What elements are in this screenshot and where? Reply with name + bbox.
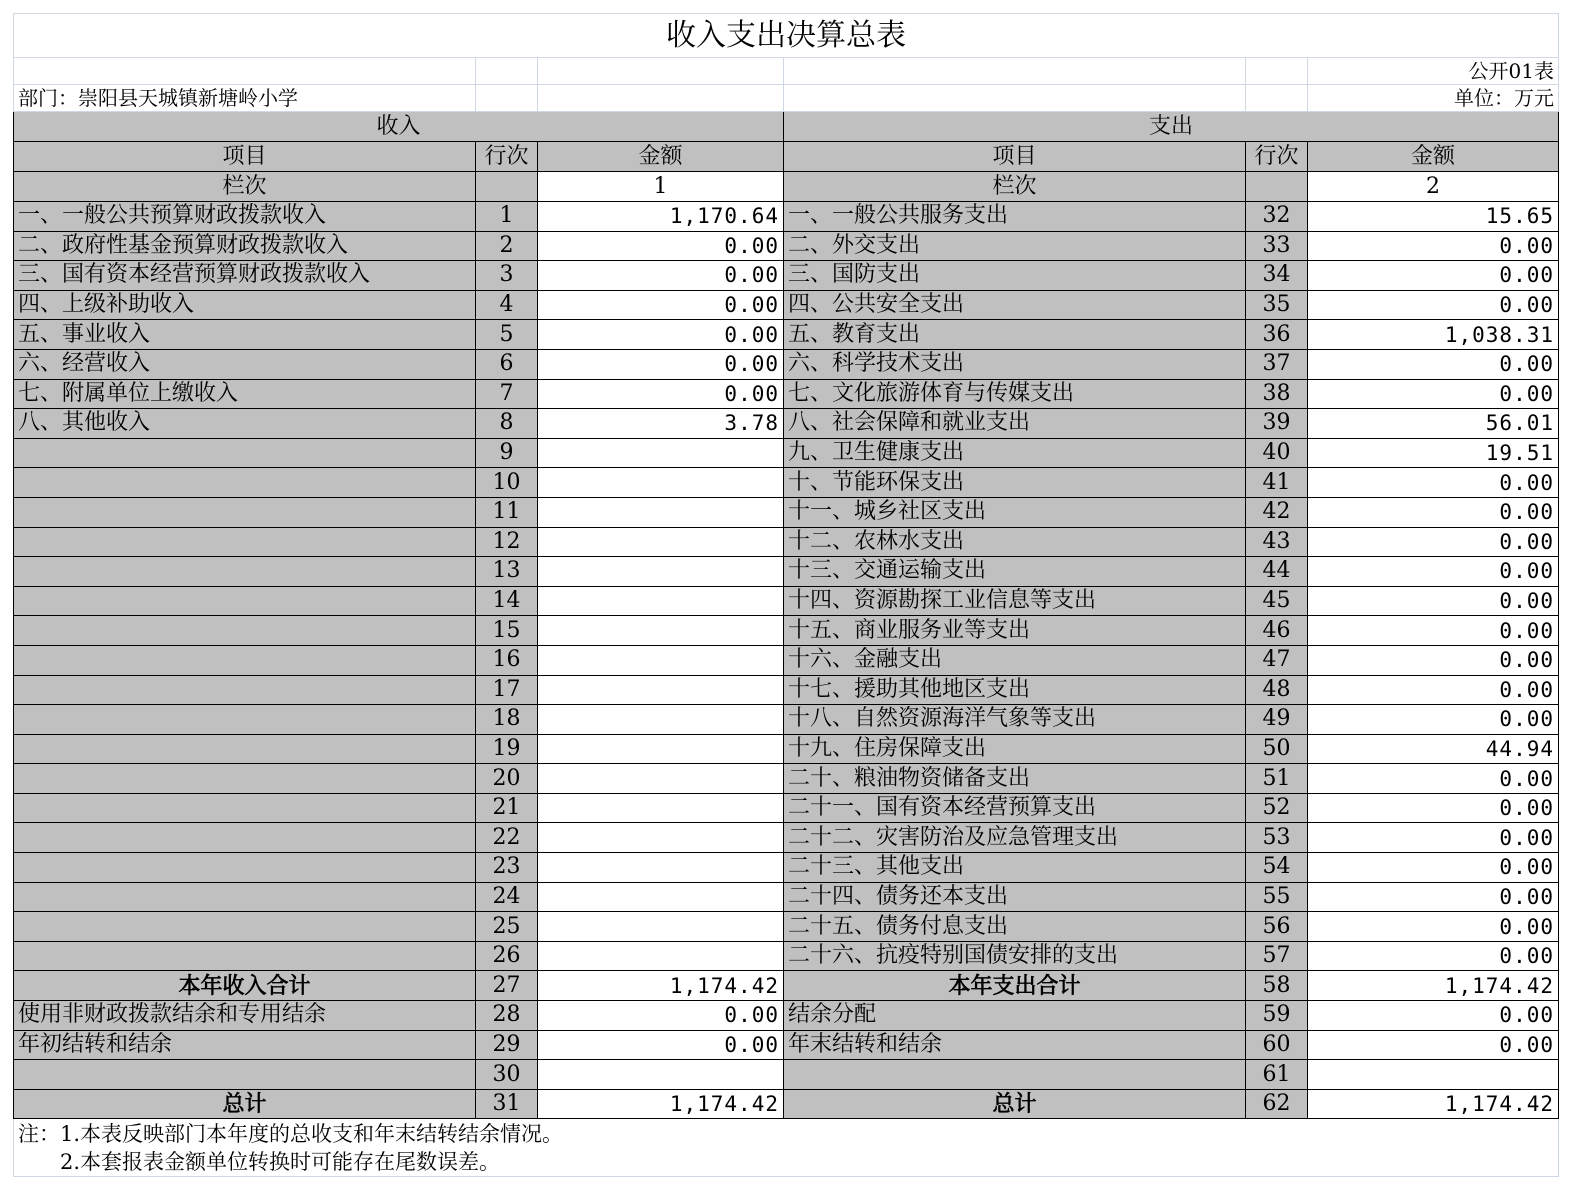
income-item-label: 六、经营收入 [14, 349, 476, 379]
form-number: 公开01表 [1308, 58, 1559, 85]
income-item-label: 五、事业收入 [14, 320, 476, 350]
table-row [14, 764, 1559, 794]
expense-amount: 0.00 [1308, 468, 1559, 498]
table-row [14, 349, 1559, 379]
table-row [14, 971, 1559, 1001]
expense-row-number: 43 [1246, 527, 1308, 557]
income-row-number: 23 [476, 853, 538, 883]
income-amount: 0.00 [538, 349, 784, 379]
expense-amount: 0.00 [1308, 231, 1559, 261]
expense-row-number: 48 [1246, 675, 1308, 705]
income-row-number: 24 [476, 882, 538, 912]
expense-item-label: 十八、自然资源海洋气象等支出 [784, 705, 1246, 735]
expense-amount: 0.00 [1308, 912, 1559, 942]
income-amount [538, 853, 784, 883]
expense-item-header: 项目 [784, 142, 1246, 172]
expense-row-number: 49 [1246, 705, 1308, 735]
income-row-number: 18 [476, 705, 538, 735]
expense-amount: 0.00 [1308, 823, 1559, 853]
note-line: 注：1.本表反映部门本年度的总收支和年末结转结余情况。 [14, 1119, 1559, 1148]
expense-row-number: 61 [1246, 1060, 1308, 1090]
expense-row-number: 60 [1246, 1030, 1308, 1060]
expense-item-label [784, 1060, 1246, 1090]
income-item-label: 一、一般公共预算财政拨款收入 [14, 202, 476, 232]
income-item-label [14, 734, 476, 764]
income-amount-header: 金额 [538, 142, 784, 172]
expense-item-label: 年末结转和结余 [784, 1030, 1246, 1060]
expense-amount: 1,038.31 [1308, 320, 1559, 350]
expense-amount: 0.00 [1308, 853, 1559, 883]
expense-row-number: 51 [1246, 764, 1308, 794]
expense-row-number: 39 [1246, 409, 1308, 439]
income-column-no-label: 栏次 [14, 172, 476, 202]
income-amount: 1,174.42 [538, 1089, 784, 1119]
expense-row-number: 35 [1246, 290, 1308, 320]
income-item-label: 八、其他收入 [14, 409, 476, 439]
expense-amount: 0.00 [1308, 616, 1559, 646]
expense-amount: 1,174.42 [1308, 1089, 1559, 1119]
expense-item-label: 十六、金融支出 [784, 645, 1246, 675]
expense-amount: 1,174.42 [1308, 971, 1559, 1001]
income-row-number: 28 [476, 1001, 538, 1031]
income-item-label [14, 764, 476, 794]
expense-row-number: 62 [1246, 1089, 1308, 1119]
table-row [14, 705, 1559, 735]
income-amount: 3.78 [538, 409, 784, 439]
table-row [14, 882, 1559, 912]
expense-row-number: 56 [1246, 912, 1308, 942]
table-row [14, 912, 1559, 942]
table-row [14, 586, 1559, 616]
expense-item-label: 六、科学技术支出 [784, 349, 1246, 379]
income-item-label: 总计 [14, 1089, 476, 1119]
income-section-header: 收入 [14, 112, 784, 142]
expense-amount: 0.00 [1308, 941, 1559, 971]
income-row-number: 12 [476, 527, 538, 557]
table-row [14, 616, 1559, 646]
expense-item-label: 二十六、抗疫特别国债安排的支出 [784, 941, 1246, 971]
expense-item-label: 结余分配 [784, 1001, 1246, 1031]
expense-row-number: 41 [1246, 468, 1308, 498]
table-title: 收入支出决算总表 [14, 14, 1559, 58]
expense-amount: 15.65 [1308, 202, 1559, 232]
expense-amount: 0.00 [1308, 764, 1559, 794]
income-item-label: 使用非财政拨款结余和专用结余 [14, 1001, 476, 1031]
expense-item-label: 二、外交支出 [784, 231, 1246, 261]
expense-item-label: 总计 [784, 1089, 1246, 1119]
expense-item-label: 十九、住房保障支出 [784, 734, 1246, 764]
expense-item-label: 二十三、其他支出 [784, 853, 1246, 883]
income-row-number: 13 [476, 557, 538, 587]
income-amount [538, 645, 784, 675]
income-amount [538, 616, 784, 646]
expense-item-label: 二十五、债务付息支出 [784, 912, 1246, 942]
expense-row-number: 37 [1246, 349, 1308, 379]
income-item-label [14, 586, 476, 616]
income-amount: 0.00 [538, 1001, 784, 1031]
expense-amount: 0.00 [1308, 497, 1559, 527]
income-amount: 0.00 [538, 290, 784, 320]
income-row-number: 26 [476, 941, 538, 971]
note-line: 2.本套报表金额单位转换时可能存在尾数误差。 [14, 1148, 1559, 1177]
expense-amount: 0.00 [1308, 645, 1559, 675]
expense-row-number: 42 [1246, 497, 1308, 527]
expense-section-header: 支出 [784, 112, 1559, 142]
expense-item-label: 二十四、债务还本支出 [784, 882, 1246, 912]
income-amount: 1,174.42 [538, 971, 784, 1001]
income-item-label: 年初结转和结余 [14, 1030, 476, 1060]
department-label: 部门：崇阳县天城镇新塘岭小学 [14, 85, 476, 112]
income-amount [538, 468, 784, 498]
expense-amount: 56.01 [1308, 409, 1559, 439]
expense-row-no-header: 行次 [1246, 142, 1308, 172]
income-expense-table [13, 13, 1559, 1177]
table-row [14, 468, 1559, 498]
expense-item-label: 八、社会保障和就业支出 [784, 409, 1246, 439]
expense-amount: 0.00 [1308, 705, 1559, 735]
income-row-number: 16 [476, 645, 538, 675]
income-amount [538, 705, 784, 735]
expense-item-label: 十、节能环保支出 [784, 468, 1246, 498]
expense-item-label: 二十、粮油物资储备支出 [784, 764, 1246, 794]
expense-row-number: 44 [1246, 557, 1308, 587]
income-item-label [14, 1060, 476, 1090]
table-row [14, 527, 1559, 557]
income-row-number: 17 [476, 675, 538, 705]
income-row-no-header: 行次 [476, 142, 538, 172]
income-amount [538, 764, 784, 794]
income-item-label [14, 497, 476, 527]
income-row-number: 14 [476, 586, 538, 616]
expense-item-label: 十三、交通运输支出 [784, 557, 1246, 587]
table-row [14, 1089, 1559, 1119]
expense-item-label: 十七、援助其他地区支出 [784, 675, 1246, 705]
table-row [14, 497, 1559, 527]
income-row-number: 31 [476, 1089, 538, 1119]
expense-row-number: 36 [1246, 320, 1308, 350]
expense-item-label: 二十一、国有资本经营预算支出 [784, 793, 1246, 823]
expense-row-number: 54 [1246, 853, 1308, 883]
table-row [14, 231, 1559, 261]
expense-item-label: 九、卫生健康支出 [784, 438, 1246, 468]
income-row-number: 27 [476, 971, 538, 1001]
income-item-label [14, 527, 476, 557]
income-amount [538, 912, 784, 942]
expense-amount-header: 金额 [1308, 142, 1559, 172]
income-row-number: 2 [476, 231, 538, 261]
expense-amount: 0.00 [1308, 1030, 1559, 1060]
table-row [14, 645, 1559, 675]
table-row [14, 409, 1559, 439]
income-item-label: 七、附属单位上缴收入 [14, 379, 476, 409]
expense-row-number: 59 [1246, 1001, 1308, 1031]
income-row-number: 25 [476, 912, 538, 942]
income-amount: 0.00 [538, 231, 784, 261]
expense-item-label: 七、文化旅游体育与传媒支出 [784, 379, 1246, 409]
expense-row-number: 40 [1246, 438, 1308, 468]
income-amount [538, 734, 784, 764]
income-row-number: 15 [476, 616, 538, 646]
expense-row-number: 52 [1246, 793, 1308, 823]
income-amount [538, 586, 784, 616]
income-column-number: 1 [538, 172, 784, 202]
expense-row-number: 45 [1246, 586, 1308, 616]
expense-row-number: 55 [1246, 882, 1308, 912]
expense-amount: 0.00 [1308, 527, 1559, 557]
income-item-label [14, 912, 476, 942]
income-row-number: 3 [476, 261, 538, 291]
income-amount: 0.00 [538, 261, 784, 291]
unit-label: 单位：万元 [1308, 85, 1559, 112]
expense-amount: 44.94 [1308, 734, 1559, 764]
table-row [14, 202, 1559, 232]
expense-item-label: 十五、商业服务业等支出 [784, 616, 1246, 646]
income-row-number: 20 [476, 764, 538, 794]
expense-row-number: 57 [1246, 941, 1308, 971]
income-item-label: 本年收入合计 [14, 971, 476, 1001]
income-row-number: 7 [476, 379, 538, 409]
income-row-number: 29 [476, 1030, 538, 1060]
income-amount [538, 497, 784, 527]
income-row-number: 22 [476, 823, 538, 853]
income-item-label [14, 675, 476, 705]
income-row-number: 9 [476, 438, 538, 468]
income-amount [538, 527, 784, 557]
income-item-label [14, 616, 476, 646]
expense-amount: 0.00 [1308, 349, 1559, 379]
expense-amount: 0.00 [1308, 557, 1559, 587]
income-row-number: 10 [476, 468, 538, 498]
income-item-label [14, 793, 476, 823]
expense-item-label: 本年支出合计 [784, 971, 1246, 1001]
income-row-number: 5 [476, 320, 538, 350]
income-amount: 0.00 [538, 320, 784, 350]
table-row [14, 793, 1559, 823]
table-row [14, 1030, 1559, 1060]
income-amount [538, 882, 784, 912]
expense-row-number: 38 [1246, 379, 1308, 409]
income-amount [538, 438, 784, 468]
income-item-label [14, 705, 476, 735]
table-row [14, 853, 1559, 883]
spreadsheet [13, 13, 1559, 1177]
table-row [14, 438, 1559, 468]
income-item-label [14, 645, 476, 675]
table-row [14, 823, 1559, 853]
expense-item-label: 三、国防支出 [784, 261, 1246, 291]
income-amount: 0.00 [538, 379, 784, 409]
expense-item-label: 一、一般公共服务支出 [784, 202, 1246, 232]
table-row [14, 1060, 1559, 1090]
expense-row-number: 50 [1246, 734, 1308, 764]
expense-row-number: 47 [1246, 645, 1308, 675]
expense-amount: 0.00 [1308, 261, 1559, 291]
income-row-number: 21 [476, 793, 538, 823]
expense-column-no-label: 栏次 [784, 172, 1246, 202]
income-item-label [14, 468, 476, 498]
expense-item-label: 五、教育支出 [784, 320, 1246, 350]
income-row-number: 1 [476, 202, 538, 232]
table-row [14, 675, 1559, 705]
expense-row-number: 46 [1246, 616, 1308, 646]
income-amount [538, 823, 784, 853]
income-row-number: 8 [476, 409, 538, 439]
expense-amount: 0.00 [1308, 882, 1559, 912]
expense-item-label: 二十二、灾害防治及应急管理支出 [784, 823, 1246, 853]
table-row [14, 290, 1559, 320]
income-row-number: 6 [476, 349, 538, 379]
expense-column-number: 2 [1308, 172, 1559, 202]
income-item-label [14, 853, 476, 883]
income-row-number: 11 [476, 497, 538, 527]
income-amount [538, 793, 784, 823]
expense-amount: 0.00 [1308, 793, 1559, 823]
expense-row-number: 58 [1246, 971, 1308, 1001]
income-item-label [14, 941, 476, 971]
expense-row-number: 33 [1246, 231, 1308, 261]
income-item-label [14, 823, 476, 853]
income-row-number: 19 [476, 734, 538, 764]
expense-amount: 0.00 [1308, 675, 1559, 705]
expense-amount: 19.51 [1308, 438, 1559, 468]
expense-row-number: 34 [1246, 261, 1308, 291]
income-item-header: 项目 [14, 142, 476, 172]
expense-amount: 0.00 [1308, 1001, 1559, 1031]
income-row-number: 4 [476, 290, 538, 320]
expense-row-number: 32 [1246, 202, 1308, 232]
income-amount: 0.00 [538, 1030, 784, 1060]
income-amount [538, 941, 784, 971]
table-row [14, 941, 1559, 971]
table-row [14, 734, 1559, 764]
expense-amount: 0.00 [1308, 379, 1559, 409]
table-row [14, 261, 1559, 291]
income-item-label [14, 882, 476, 912]
income-item-label [14, 557, 476, 587]
income-amount [538, 557, 784, 587]
income-amount [538, 675, 784, 705]
income-item-label: 二、政府性基金预算财政拨款收入 [14, 231, 476, 261]
expense-amount: 0.00 [1308, 586, 1559, 616]
expense-row-number: 53 [1246, 823, 1308, 853]
income-item-label: 四、上级补助收入 [14, 290, 476, 320]
table-row [14, 320, 1559, 350]
expense-item-label: 四、公共安全支出 [784, 290, 1246, 320]
expense-item-label: 十二、农林水支出 [784, 527, 1246, 557]
table-row [14, 379, 1559, 409]
income-item-label: 三、国有资本经营预算财政拨款收入 [14, 261, 476, 291]
expense-amount [1308, 1060, 1559, 1090]
income-item-label [14, 438, 476, 468]
income-amount [538, 1060, 784, 1090]
expense-item-label: 十一、城乡社区支出 [784, 497, 1246, 527]
table-row [14, 1001, 1559, 1031]
income-amount: 1,170.64 [538, 202, 784, 232]
income-row-number: 30 [476, 1060, 538, 1090]
table-row [14, 557, 1559, 587]
expense-item-label: 十四、资源勘探工业信息等支出 [784, 586, 1246, 616]
expense-amount: 0.00 [1308, 290, 1559, 320]
